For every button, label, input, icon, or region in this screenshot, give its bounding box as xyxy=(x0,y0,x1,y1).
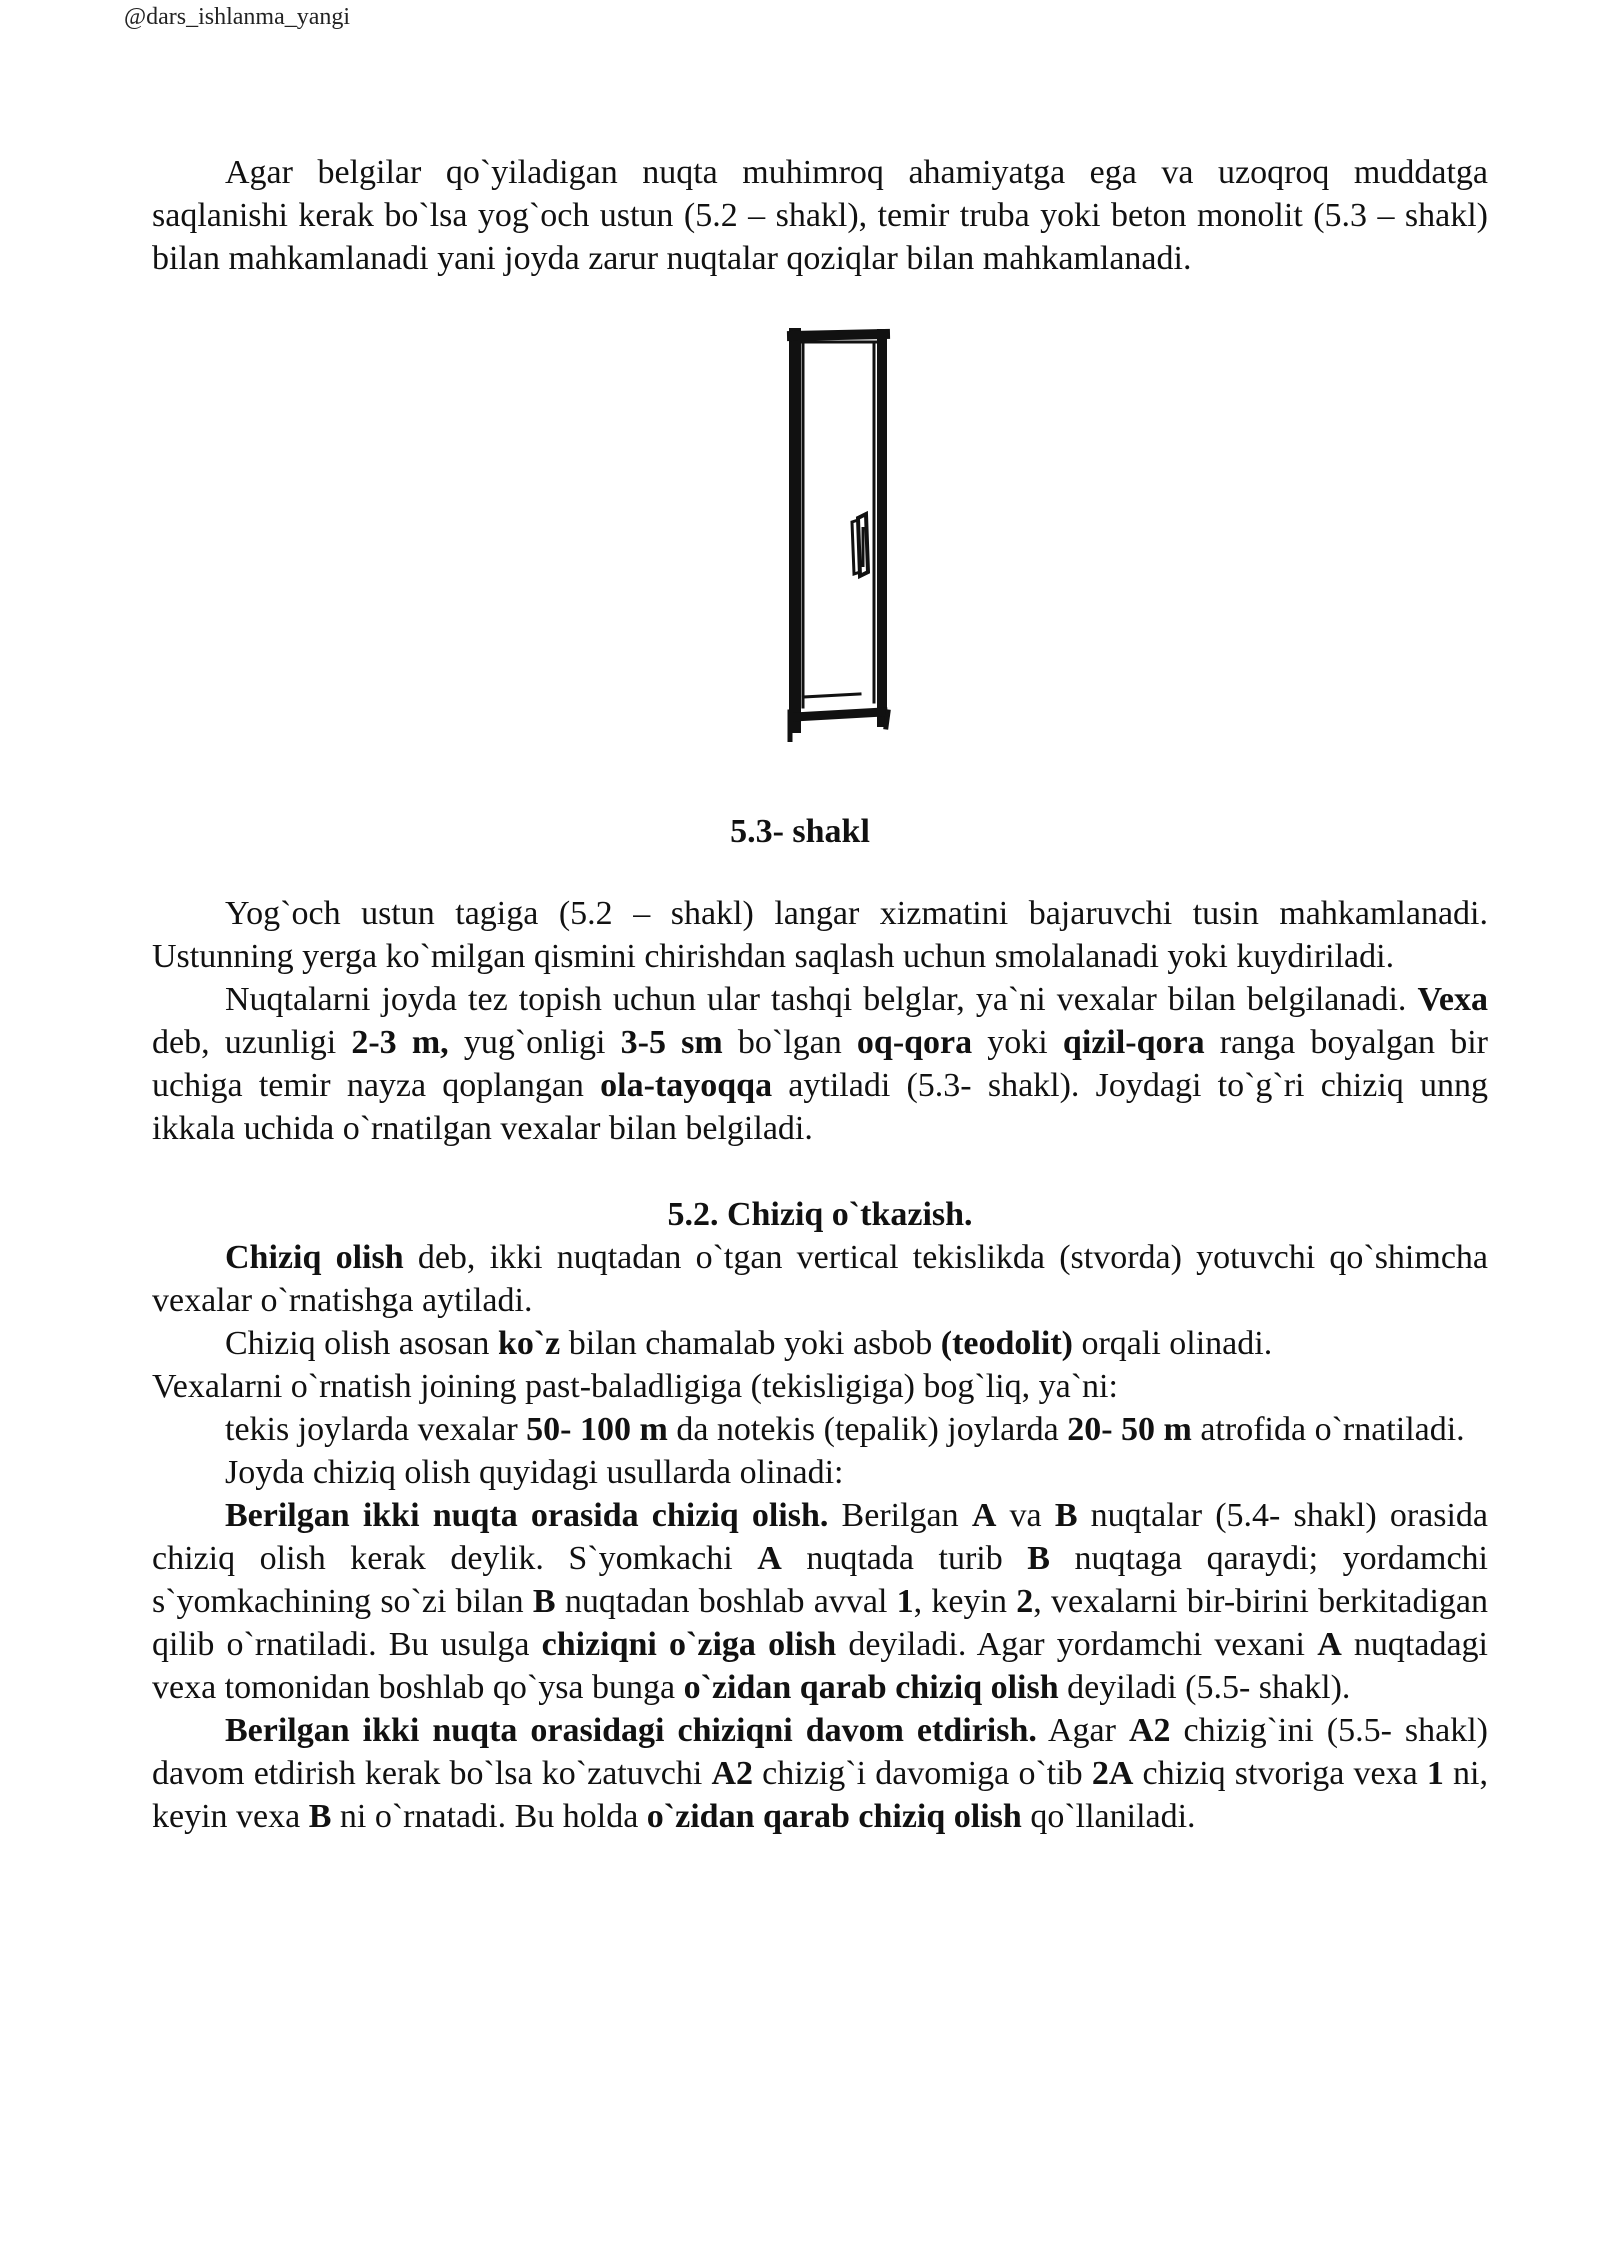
paragraph-chiziq-olish-definition: Chiziq olish deb, ikki nuqtadan o`tgan vertical tekislikda (stvorda) yotuvchi qo`shimcha vexalar o`rnatishga aytiladi. xyxy=(152,1239,1488,1319)
channel-watermark: @dars_ishlanma_yangi xyxy=(124,4,351,30)
embedded-pipe xyxy=(852,514,868,576)
monolith-bottom-edge xyxy=(794,712,883,717)
paragraph-methods-intro: Joyda chiziq olish quyidagi usullarda olinadi: xyxy=(225,1454,844,1491)
paragraph-vexa: Nuqtalarni joyda tez topish uchun ular tashqi belglar, ya`ni vexalar bilan belgilanadi. Vexa deb, uzunligi 2-3 m, yug`onligi 3-5 sm bo`lgan oq-qora yoki qizil-qora ranga boyalgan bir uchiga temir nayza qoplangan ola-tayoqqa aytiladi (5.3- shakl). Joydagi to`g`ri chiziq unng ikkala uchida o`rnatilgan vexalar bilan belgiladi. xyxy=(152,981,1489,1147)
paragraph-method-between-points: Berilgan ikki nuqta orasida chiziq olish. Berilgan A va B nuqtalar (5.4- shakl) orasida chiziq olish kerak deylik. S`yomkachi A nuqtada turib B nuqtaga qaraydi; yordamchi s`yomkachining so`zi bilan B nuqtadan boshlab avval 1, keyin 2, vexalarni bir-birini berkitadigan qilib o`rnatiladi. Bu usulga chiziqni o`ziga olish deyiladi. Agar yordamchi vexani A nuqtadagi vexa tomonidan boshlab qo`ysa bunga o`zidan qarab chiziq olish deyiladi (5.5- shakl). xyxy=(152,1497,1489,1706)
main-text-block xyxy=(152,892,1488,1838)
section-heading: 5.2. Chiziq o`tkazish. xyxy=(667,1196,973,1233)
intro-paragraph-block xyxy=(152,151,1488,280)
paragraph-intro: Agar belgilar qo`yiladigan nuqta muhimroq ahamiyatga ega va uzoqroq muddatga saqlanishi kerak bo`lsa yog`och ustun (5.2 – shakl), temir truba yoki beton monolit (5.3 – shakl) bilan mahkamlanadi yani joyda zarur nuqtalar qoziqlar bilan mahkamlanadi. xyxy=(152,154,1488,277)
paragraph-method-extend-line: Berilgan ikki nuqta orasidagi chiziqni davom etdirish. Agar A2 chizig`ini (5.5- shakl) davom etdirish kerak bo`lsa ko`zatuvchi A2 chizig`i davomiga o`tib 2A chiziq stvoriga vexa 1 ni, keyin vexa B ni o`rnatadi. Bu holda o`zidan qarab chiziq olish qo`llaniladi. xyxy=(152,1712,1488,1835)
concrete-monolith-figure xyxy=(770,322,920,742)
monolith-top-edge xyxy=(792,334,885,336)
paragraph-chiziq-olish-method: Chiziq olish asosan ko`z bilan chamalab yoki asbob (teodolit) orqali olinadi. xyxy=(225,1325,1273,1362)
figure-caption: 5.3- shakl xyxy=(730,813,870,850)
paragraph-vexa-placement: Vexalarni o`rnatish joining past-baladligiga (tekisligiga) bog`liq, ya`ni: xyxy=(152,1368,1118,1405)
paragraph-vexa-distances: tekis joylarda vexalar 50- 100 m da notekis (tepalik) joylarda 20- 50 m atrofida o`rnatiladi. xyxy=(225,1411,1465,1448)
paragraph-langar: Yog`och ustun tagiga (5.2 – shakl) langar xizmatini bajaruvchi tusin mahkamlanadi. Ustunning yerga ko`milgan qismini chirishdan saqlash uchun smolalanadi yoki kuydiriladi. xyxy=(152,895,1488,975)
